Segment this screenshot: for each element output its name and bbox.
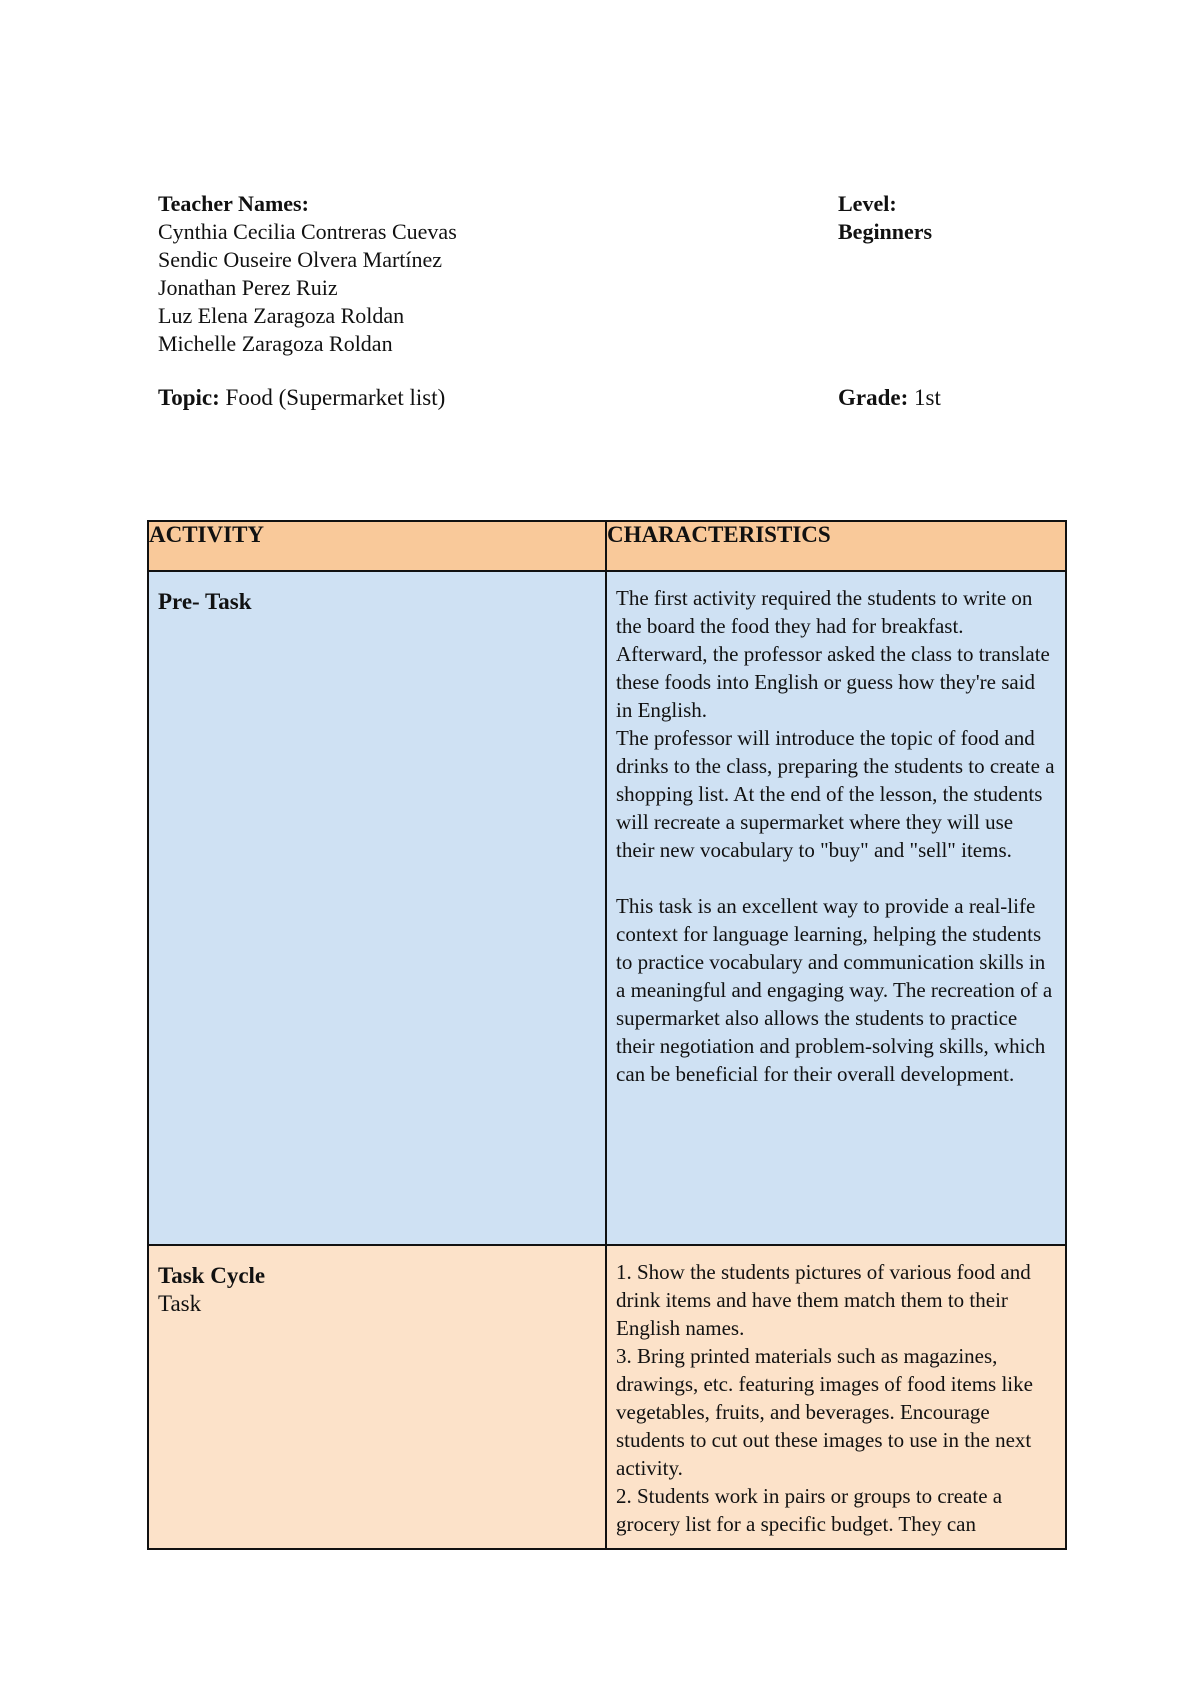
characteristics-paragraph: 3. Bring printed materials such as magazines, drawings, etc. featuring images of food items like vegetables, fruits, and beverages. Encourage students to cut out these images to use in the next activity. — [616, 1344, 1033, 1480]
level-label: Level: — [838, 191, 897, 216]
column-header-characteristics: CHARACTERISTICS — [606, 521, 1066, 571]
topic-line — [158, 383, 445, 413]
characteristics-paragraph: This task is an excellent way to provide a real-life context for language learning, helping the students to practice vocabulary and communication skills in a meaningful and engaging way. The recreation of a supermarket also allows the students to practice their negotiation and problem-solving skills, which can be beneficial for their overall development. — [616, 894, 1053, 1086]
teacher-names-label: Teacher Names: — [158, 191, 309, 216]
teacher-names-block — [158, 190, 758, 358]
teacher-name: Michelle Zaragoza Roldan — [158, 331, 393, 356]
characteristics-text — [607, 1246, 1065, 1538]
activity-subtitle: Task — [158, 1291, 202, 1316]
teacher-name: Cynthia Cecilia Contreras Cuevas — [158, 219, 457, 244]
teacher-name: Sendic Ouseire Olvera Martínez — [158, 247, 443, 272]
activity-cell — [148, 571, 606, 1245]
activity-text — [149, 572, 605, 616]
table-header-row — [148, 521, 1066, 571]
grade-value: 1st — [914, 385, 941, 410]
characteristics-cell — [606, 571, 1066, 1245]
topic-label: Topic: — [158, 385, 220, 410]
table-row — [148, 1245, 1066, 1549]
teacher-name: Luz Elena Zaragoza Roldan — [158, 303, 405, 328]
characteristics-paragraph: The professor will introduce the topic of food and drinks to the class, preparing the students to create a shopping list. At the end of the lesson, the students will recreate a supermarket where they will use their new vocabulary to "buy" and "sell" items. — [616, 726, 1055, 862]
topic-value: Food (Supermarket list) — [225, 385, 446, 410]
characteristics-cell — [606, 1245, 1066, 1549]
paragraph-spacer — [616, 864, 1056, 892]
column-header-activity: ACTIVITY — [148, 521, 606, 571]
teacher-names-list — [158, 218, 758, 358]
lesson-plan-table — [147, 520, 1067, 1550]
grade-line — [838, 383, 941, 413]
level-block — [838, 190, 1138, 246]
activity-title: Task Cycle — [158, 1263, 266, 1288]
grade-label: Grade: — [838, 385, 909, 410]
characteristics-text — [607, 572, 1065, 1088]
teacher-name: Jonathan Perez Ruiz — [158, 275, 338, 300]
level-value — [838, 218, 1138, 246]
characteristics-paragraph: 2. Students work in pairs or groups to create a grocery list for a specific budget. They can — [616, 1484, 1003, 1536]
characteristics-paragraph: The first activity required the students to write on the board the food they had for breakfast. Afterward, the professor asked the class to translate these foods into English or guess how they're said in English. — [616, 586, 1050, 722]
characteristics-paragraph: 1. Show the students pictures of various food and drink items and have them match them to their English names. — [616, 1260, 1031, 1340]
activity-cell — [148, 1245, 606, 1549]
level-value-text: Beginners — [838, 219, 933, 244]
activity-title: Pre- Task — [158, 589, 252, 614]
activity-text — [149, 1246, 605, 1318]
table-row — [148, 571, 1066, 1245]
